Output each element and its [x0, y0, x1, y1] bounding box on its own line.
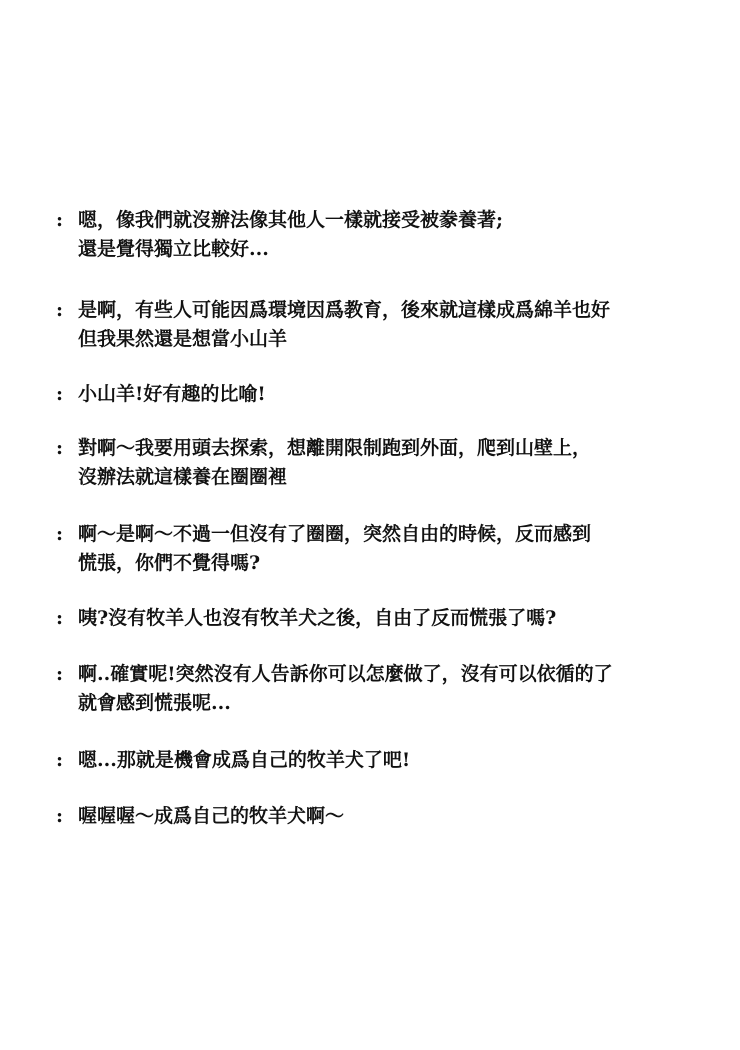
dialogue-line: 還是覺得獨立比較好... [78, 238, 269, 260]
dialogue-line: 啊～是啊～不過一但沒有了圈圈，突然自由的時候，反而感到 [78, 523, 592, 545]
speaker-marker: : [56, 209, 64, 231]
dialogue-entry [56, 296, 696, 354]
speaker-marker: : [56, 749, 64, 771]
dialogue-line: 喔喔喔～成爲自己的牧羊犬啊～ [78, 805, 345, 827]
dialogue-line: 小山羊!好有趣的比喻! [78, 383, 266, 405]
dialogue-line: 啊..確實呢!突然沒有人告訴你可以怎麼做了，沒有可以依循的了 [78, 663, 613, 685]
dialogue-entry [56, 802, 696, 831]
dialogue-line: 是啊，有些人可能因爲環境因爲教育，後來就這樣成爲綿羊也好 [78, 299, 611, 321]
dialogue-entry [56, 746, 696, 775]
speaker-marker: : [56, 805, 64, 827]
dialogue-entry [56, 660, 696, 718]
speaker-marker: : [56, 383, 64, 405]
dialogue-line: 嗯...那就是機會成爲自己的牧羊犬了吧! [78, 749, 411, 771]
dialogue-line: 慌張，你們不覺得嗎? [78, 552, 261, 574]
dialogue-line: 沒辦法就這樣養在圈圈裡 [78, 466, 288, 488]
speaker-marker: : [56, 523, 64, 545]
dialogue-line: 就會感到慌張呢... [78, 692, 231, 714]
dialogue-entry [56, 380, 696, 409]
speaker-marker: : [56, 663, 64, 685]
dialogue-line: 對啊～我要用頭去探索，想離開限制跑到外面，爬到山壁上， [78, 437, 592, 459]
dialogue-entry [56, 206, 696, 264]
dialogue-entry [56, 604, 696, 633]
speaker-marker: : [56, 607, 64, 629]
dialogue-line: 嗯，像我們就沒辦法像其他人一樣就接受被豢養著; [78, 209, 504, 231]
dialogue-entry [56, 434, 696, 492]
dialogue-line: 但我果然還是想當小山羊 [78, 328, 288, 350]
dialogue-line: 咦?沒有牧羊人也沒有牧羊犬之後，自由了反而慌張了嗎? [78, 607, 557, 629]
speaker-marker: : [56, 299, 64, 321]
dialogue-entry [56, 520, 696, 578]
speaker-marker: : [56, 437, 64, 459]
